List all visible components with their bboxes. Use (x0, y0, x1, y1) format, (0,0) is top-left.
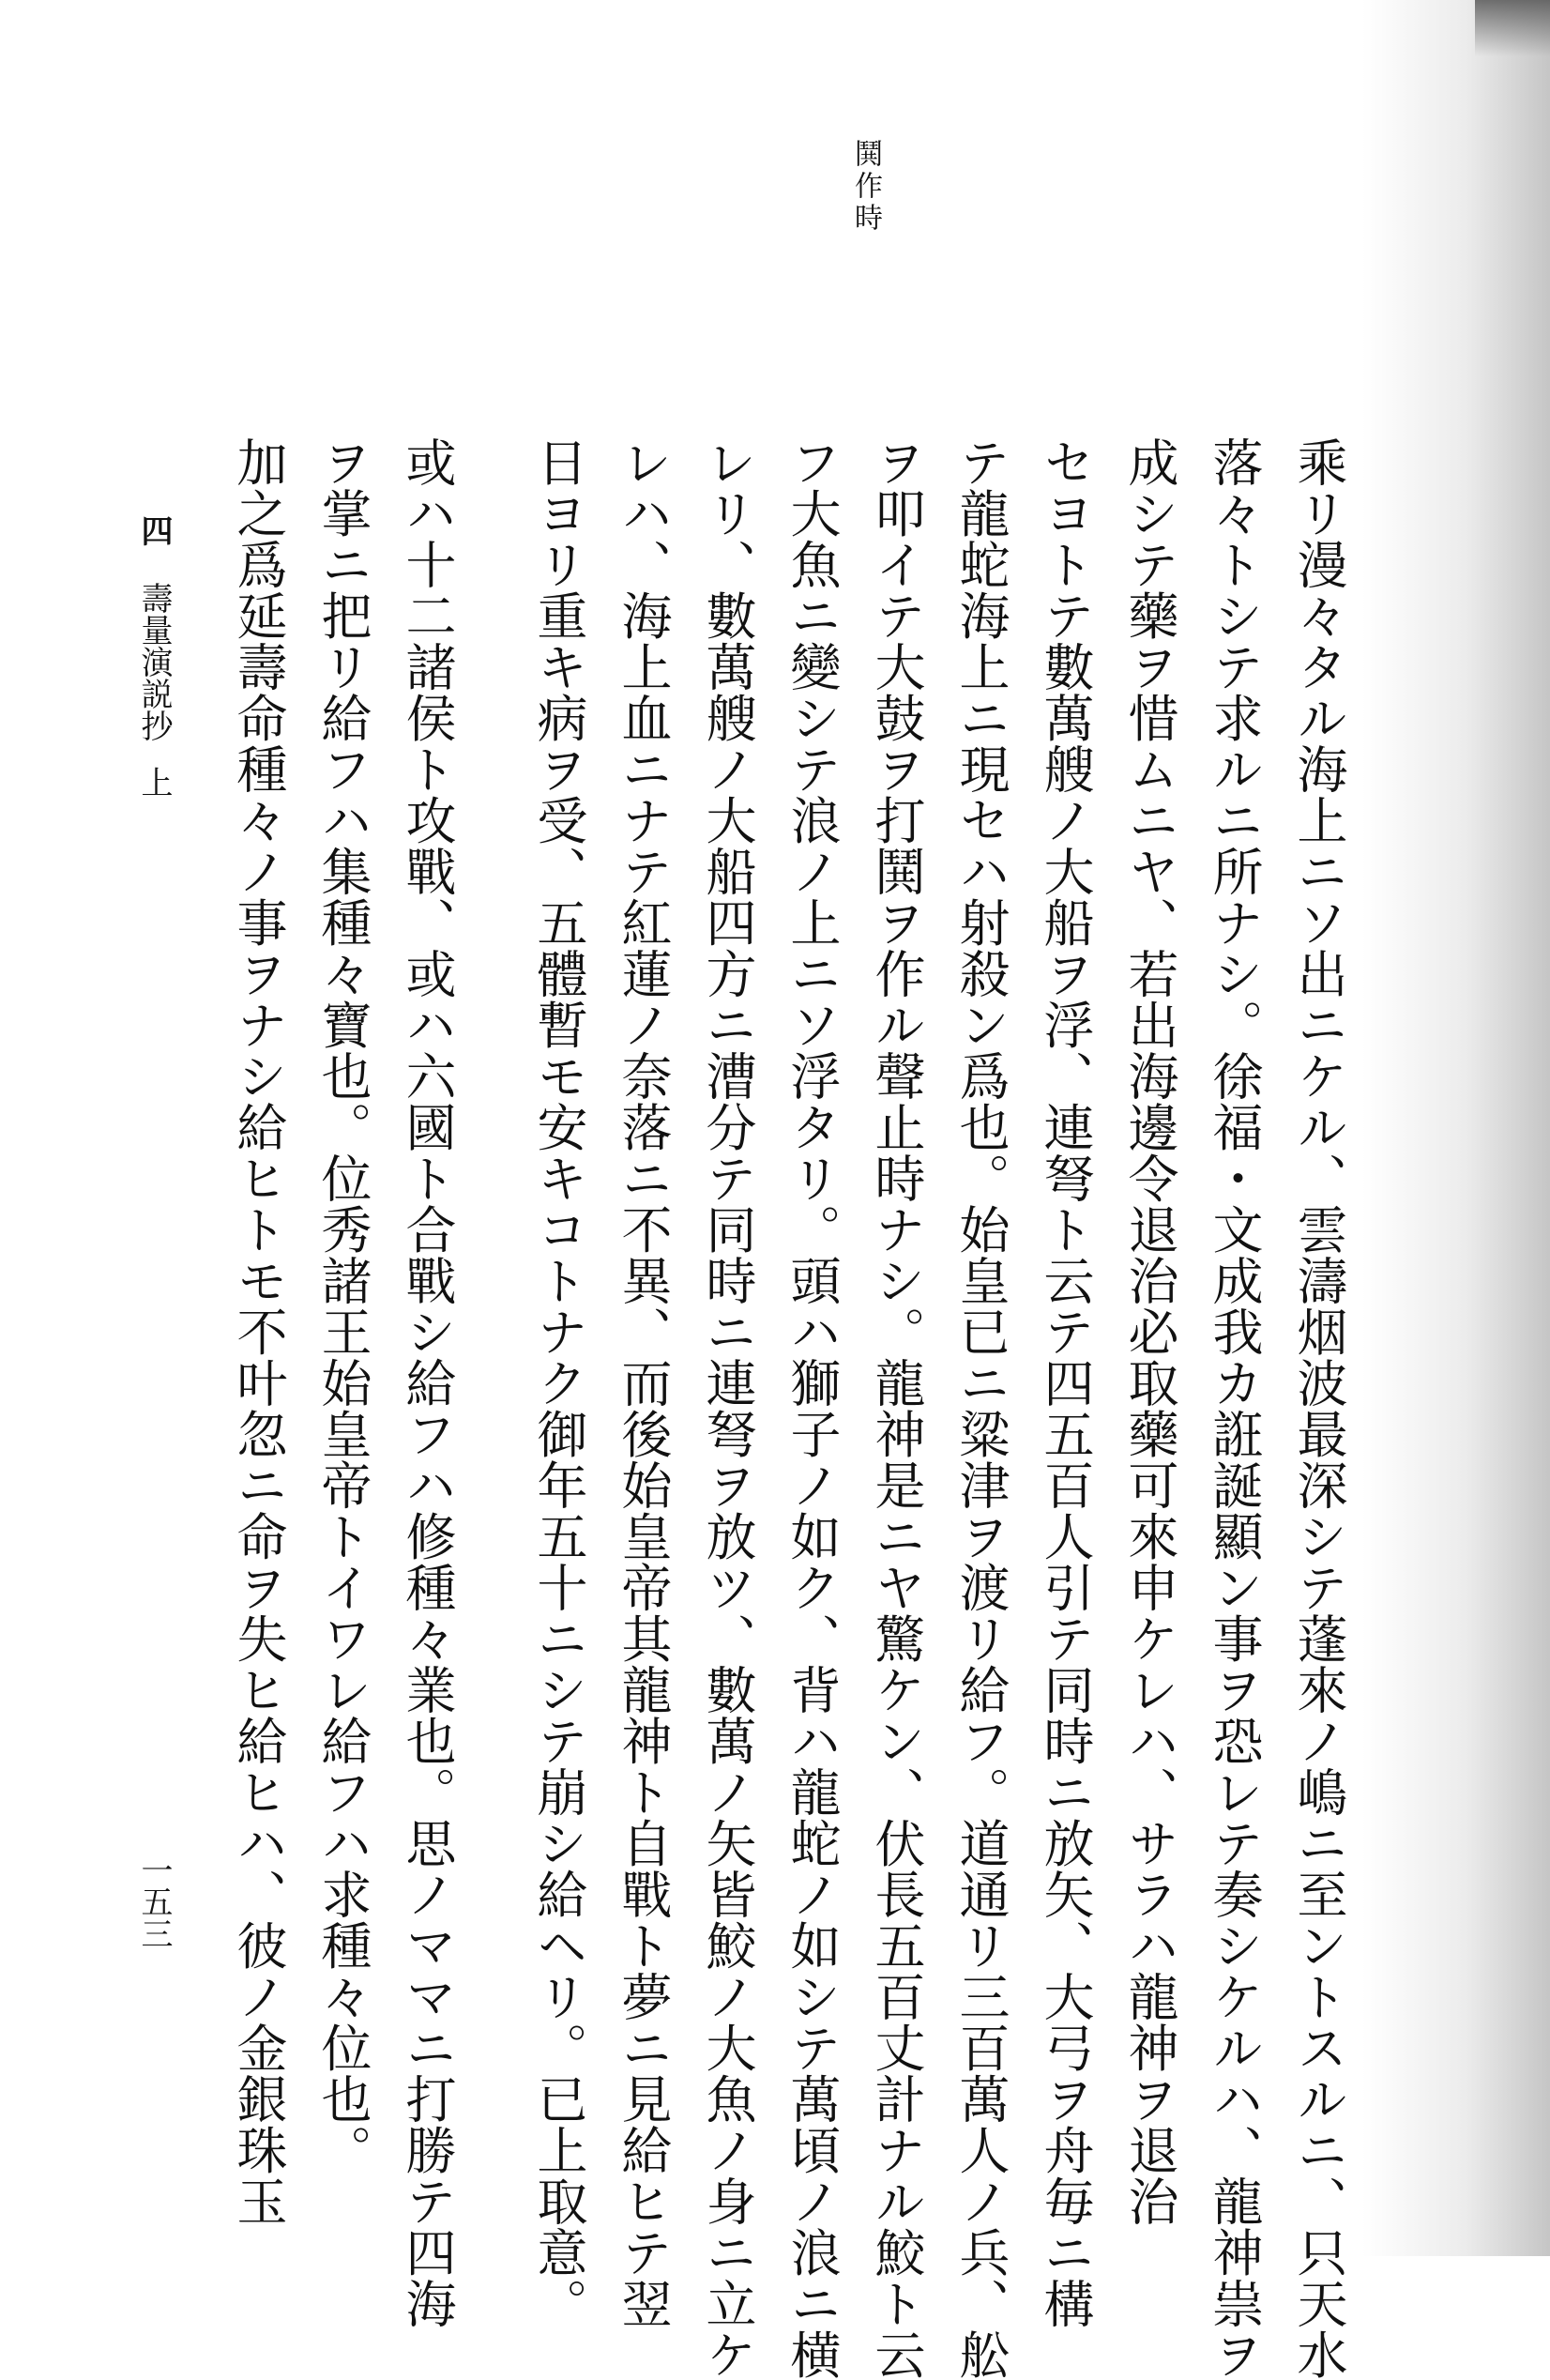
folio-section-number: 四 (135, 514, 173, 546)
text-column-1: 乘リ漫々タル海上ニソ出ニケル、雲濤烟波最深シテ蓬來ノ嶋ニ至ントスルニ、只天水 (1289, 436, 1348, 2380)
text-column-3: 成シテ藥ヲ惜ムニヤ、若出海邊令退治必取藥可來申ケレハ、サラハ龍神ヲ退治 (1120, 436, 1179, 2227)
text-column-7: フ大魚ニ變シテ浪ノ上ニソ浮タリ。頭ハ獅子ノ如ク、背ハ龍蛇ノ如シテ萬頃ノ浪ニ横 (783, 436, 842, 2380)
marginal-gloss: 鬨作時 (849, 139, 882, 235)
text-column-6: ヲ叩イテ大鼓ヲ打鬨ヲ作ル聲止時ナシ。龍神是ニヤ驚ケン、伏長五百丈計ナル鮫ト云 (867, 436, 926, 2380)
text-column-5: テ龍蛇海上ニ現セハ射殺ン爲也。始皇已ニ粱津ヲ渡リ給フ。道通リ三百萬人ノ兵、舩 (951, 436, 1011, 2380)
text-column-2: 落々トシテ求ルニ所ナシ。徐福・文成我カ誑誕顯ン事ヲ恐レテ奏シケルハ、龍神祟ヲ (1205, 436, 1264, 2380)
volume-label: 上 (135, 766, 173, 798)
text-column-8: レリ、數萬艘ノ大船四方ニ漕分テ同時ニ連弩ヲ放ツ、數萬ノ矢皆鮫ノ大魚ノ身ニ立ケ (698, 436, 757, 2380)
text-column-4: セヨトテ數萬艘ノ大船ヲ浮、連弩ト云テ四五百人引テ同時ニ放矢、大弓ヲ舟毎ニ構 (1036, 436, 1095, 2329)
text-column-11: 或ハ十二諸侯ト攻戰、或ハ六國ト合戰シ給フハ修種々業也。思ノママニ打勝テ四海 (398, 436, 457, 2329)
book-title: 壽量演説抄 (135, 582, 173, 741)
scan-edge-shadow (1362, 0, 1550, 2256)
page-number: 一五三 (135, 1854, 173, 1949)
running-title (131, 582, 177, 798)
text-column-12: ヲ掌ニ把リ給フハ集種々寶也。位秀諸王始皇帝トイワレ給フハ求種々位也。 (313, 436, 372, 2175)
text-column-13: 加之爲延壽命種々ノ事ヲナシ給ヒトモ不叶忽ニ命ヲ失ヒ給ヒハ、彼ノ金銀珠玉 (229, 436, 288, 2227)
scan-corner-shadow (1475, 0, 1550, 56)
text-column-10: 日ヨリ重キ病ヲ受、五體暫モ安キコトナク御年五十ニシテ崩シ給ヘリ。已上取意。 (529, 436, 588, 2329)
text-column-9: レハ、海上血ニナテ紅蓮ノ奈落ニ不異、而後始皇帝其龍神ト自戰ト夢ニ見給ヒテ翌 (614, 436, 673, 2329)
